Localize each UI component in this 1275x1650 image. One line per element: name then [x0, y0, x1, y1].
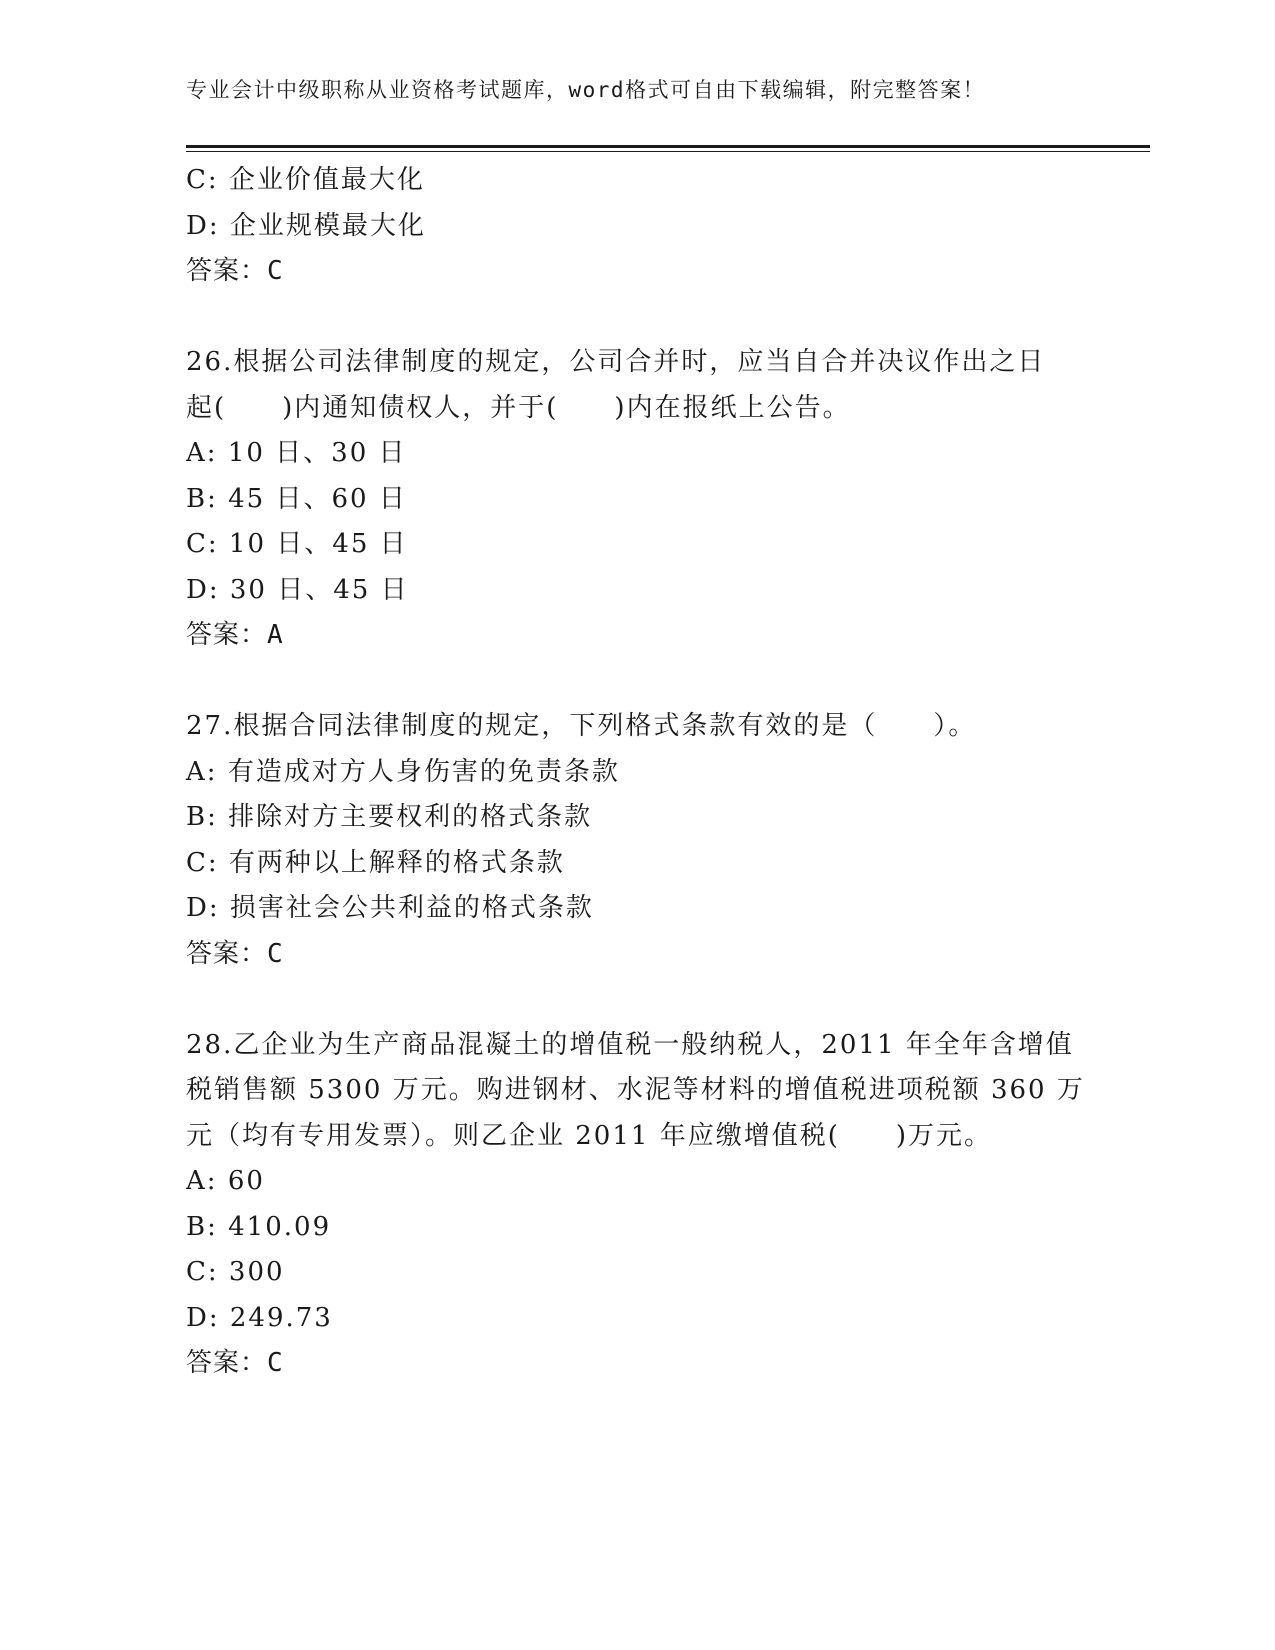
question-26: [186, 340, 1086, 659]
header-rule-thick: [186, 145, 1150, 148]
answer-line: [186, 1341, 1086, 1387]
question-stem: [186, 340, 1086, 431]
option-d: [186, 204, 1086, 250]
option-label: D:: [186, 210, 220, 241]
option-text: 60: [227, 1166, 265, 1196]
page-header: 专业会计中级职称从业资格考试题库，word格式可自由下载编辑，附完整答案！: [186, 78, 986, 102]
option-label: C:: [186, 847, 219, 878]
question-stem-line: 28.乙企业为生产商品混凝土的增值税一般纳税人，2011 年全年含增值: [186, 1029, 1074, 1060]
option-c: [186, 158, 1086, 204]
answer-label: 答案：: [186, 256, 268, 286]
question-27: [186, 704, 1086, 977]
question-stem-line: 26.根据公司法律制度的规定，公司合并时，应当自合并决议作出之日: [186, 347, 1046, 377]
option-text: 企业规模最大化: [229, 210, 426, 241]
option-b: [186, 795, 1086, 841]
option-text: 有造成对方人身伤害的免责条款: [227, 756, 620, 787]
option-label: D:: [186, 893, 220, 923]
option-label: C:: [186, 165, 219, 195]
option-a: [186, 750, 1086, 796]
answer-line: [186, 613, 1086, 659]
spacer: [186, 977, 1086, 1023]
option-label: C:: [186, 529, 219, 559]
option-text: 45 日、60 日: [228, 483, 407, 514]
question-stem-line: 税销售额 5300 万元。购进钢材、水泥等材料的增值税进项税额 360 万: [186, 1075, 1085, 1105]
option-text: 249.73: [229, 1302, 333, 1333]
option-b: [186, 477, 1086, 523]
option-text: 410.09: [228, 1211, 332, 1242]
option-text: 企业价值最大化: [228, 165, 425, 195]
option-text: 30 日、45 日: [229, 574, 409, 605]
option-text: 10 日、30 日: [227, 438, 407, 468]
answer-line: [186, 932, 1086, 978]
option-text: 10 日、45 日: [228, 529, 408, 559]
option-c: [186, 1250, 1086, 1296]
option-b: [186, 1205, 1086, 1251]
option-text: 损害社会公共利益的格式条款: [229, 893, 594, 923]
answer-line: [186, 249, 1086, 295]
question-28: [186, 1023, 1086, 1387]
question-list: [186, 158, 1086, 1387]
option-label: C:: [186, 1257, 219, 1287]
question-25: [186, 158, 1086, 295]
option-label: D:: [186, 1302, 220, 1333]
option-label: B:: [186, 483, 218, 514]
option-d: [186, 886, 1086, 932]
header-rule-thin: [186, 151, 1150, 152]
option-label: D:: [186, 574, 220, 605]
answer-label: 答案：: [186, 1348, 268, 1378]
answer-value: A: [267, 620, 284, 650]
question-stem-line: 起( )内通知债权人，并于( )内在报纸上公告。: [186, 392, 851, 423]
spacer: [186, 295, 1086, 341]
answer-label: 答案：: [186, 938, 268, 969]
option-c: [186, 522, 1086, 568]
answer-label: 答案：: [186, 620, 268, 650]
answer-value: C: [267, 256, 284, 286]
spacer: [186, 659, 1086, 705]
option-label: A:: [186, 756, 218, 787]
option-label: A:: [186, 1166, 218, 1196]
question-stem: [186, 1023, 1086, 1160]
question-stem-line: 元（均有专用发票）。则乙企业 2011 年应缴增值税( )万元。: [186, 1120, 992, 1151]
answer-value: C: [267, 938, 284, 969]
option-c: [186, 841, 1086, 887]
question-stem-line: 27.根据合同法律制度的规定，下列格式条款有效的是（ ）。: [186, 711, 977, 741]
option-d: [186, 568, 1086, 614]
option-a: [186, 1159, 1086, 1205]
option-label: A:: [186, 438, 218, 468]
option-a: [186, 431, 1086, 477]
option-label: B:: [186, 802, 218, 832]
option-label: B:: [186, 1211, 218, 1242]
option-d: [186, 1296, 1086, 1342]
option-text: 300: [228, 1257, 285, 1287]
option-text: 排除对方主要权利的格式条款: [228, 802, 593, 832]
option-text: 有两种以上解释的格式条款: [228, 847, 565, 878]
question-stem: [186, 704, 1086, 750]
answer-value: C: [267, 1348, 284, 1378]
